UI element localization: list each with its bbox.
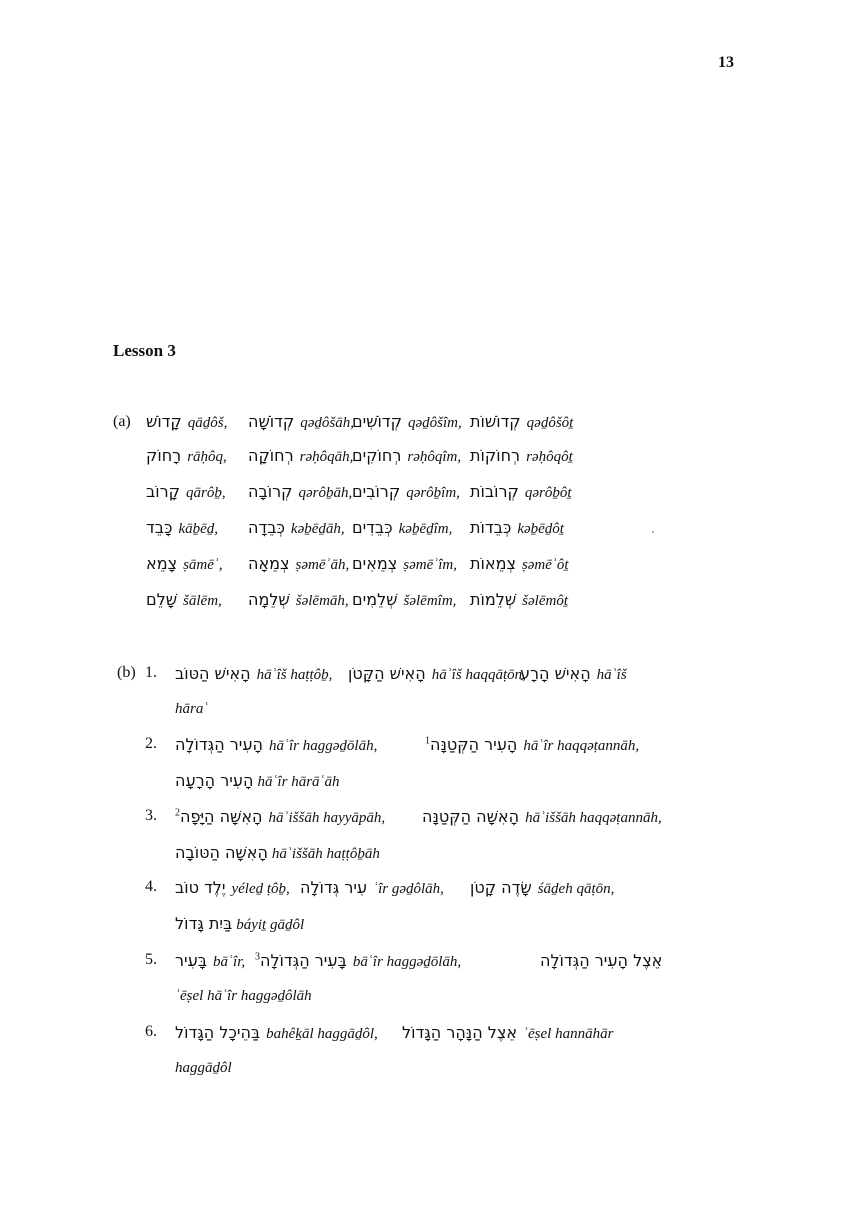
transliteration: rəḥôqôṯ: [526, 449, 573, 465]
hebrew-phrase: בַּהֵיכָל הַגָּדוֹל: [175, 1023, 261, 1042]
phrase-pair: [255, 951, 461, 971]
transliteration: hāʿîr hārāʿāh: [257, 774, 340, 790]
transliteration: hāʾiššāh hayyāpāh,: [268, 810, 386, 826]
hebrew-word: קְרוֹבִים: [352, 482, 401, 501]
item-number: 5.: [145, 951, 157, 968]
hebrew-word: שְׁלֵמִים: [352, 590, 398, 609]
phrase-pair: [175, 1023, 378, 1043]
continuation-pair: [175, 700, 208, 718]
word-pair: [470, 412, 573, 432]
word-pair: [352, 554, 457, 574]
transliteration: šəlēmāh,: [295, 593, 349, 609]
transliteration: kəḇēḏîm,: [398, 521, 453, 537]
item-number: 4.: [145, 878, 157, 895]
transliteration: ṣəmēʾôṯ: [521, 557, 569, 573]
hebrew-phrase: הָאִשָּׁה הַיָּפָה: [180, 807, 263, 826]
word-pair: [146, 446, 227, 466]
transliteration: yéleḏ ṭôḇ,: [231, 881, 290, 897]
transliteration: kəḇēḏôṯ: [517, 521, 564, 537]
transliteration: hāraʿ: [175, 701, 209, 717]
continuation-pair: [175, 987, 312, 1005]
transliteration: ṣəmēʾāh,: [295, 557, 350, 573]
word-pair: [352, 518, 452, 538]
hebrew-word: כָּבֵד: [146, 518, 173, 537]
word-pair: [146, 554, 223, 574]
footnote-marker: 2: [175, 807, 180, 819]
word-pair: [146, 518, 218, 538]
hebrew-word: קָדוֹשׁ: [146, 412, 182, 431]
hebrew-word: קְרוֹבוֹת: [470, 482, 519, 501]
footnote-marker: 1: [425, 735, 430, 747]
transliteration: qəḏôšāh,: [300, 415, 354, 431]
continuation-pair: [175, 771, 340, 791]
hebrew-word: קְרוֹבָה: [248, 482, 293, 501]
transliteration: qəḏôšîm,: [407, 415, 462, 431]
phrase-pair: [520, 664, 627, 684]
transliteration: qəḏôšôṯ: [526, 415, 574, 431]
phrase-pair: [422, 807, 662, 827]
hebrew-word: רְחוֹקוֹת: [470, 446, 521, 465]
transliteration: śāḏeh qāṭōn,: [537, 881, 615, 897]
item-number: 3.: [145, 807, 157, 824]
hebrew-phrase: בָּעִיר: [175, 951, 208, 970]
hebrew-word: שָׁלֵם: [146, 590, 178, 609]
word-pair: [470, 554, 569, 574]
footnote-marker: 3: [255, 951, 260, 963]
hebrew-word: צְמֵאָה: [248, 554, 290, 573]
hebrew-word: שְׁלֵמָה: [248, 590, 290, 609]
transliteration: bahêḵāl haggāḏôl,: [266, 1026, 378, 1042]
transliteration: šālēm,: [183, 593, 222, 609]
transliteration: hāʾiššāh haṭṭôḇāh: [271, 846, 380, 862]
hebrew-phrase: הָאִישׁ הַטּוֹב: [175, 664, 251, 683]
scan-speck: [652, 531, 654, 533]
transliteration: hāʾîš haṭṭôḇ,: [256, 667, 333, 683]
transliteration: hāʿîr haqqəṭannāh,: [523, 738, 640, 754]
word-pair: [470, 518, 564, 538]
hebrew-word: רְחוֹקִים: [352, 446, 402, 465]
phrase-pair: [402, 1023, 613, 1043]
hebrew-word: צְמֵאוֹת: [470, 554, 516, 573]
item-number: 2.: [145, 735, 157, 752]
phrase-pair: [175, 735, 377, 755]
phrase-pair: [175, 951, 245, 971]
section-a-label: (a): [113, 413, 131, 430]
item-number: 1.: [145, 664, 157, 681]
word-pair: [352, 412, 462, 432]
word-pair: [248, 554, 349, 574]
word-pair: [470, 446, 573, 466]
transliteration: šəlēmôṯ: [522, 593, 568, 609]
hebrew-phrase: הָעִיר הַקְּטַנָּה: [430, 735, 518, 754]
transliteration: ṣāmēʾ,: [183, 557, 223, 573]
lesson-title: Lesson 3: [113, 341, 176, 360]
transliteration: šəlēmîm,: [403, 593, 457, 609]
transliteration: hāʾiššāh haqqəṭannāh,: [525, 810, 662, 826]
word-pair: [248, 412, 354, 432]
hebrew-word: כְּבֵדִים: [352, 518, 393, 537]
transliteration: bāʿîr,: [213, 954, 246, 970]
transliteration: qārôḇ,: [186, 485, 226, 501]
word-pair: [146, 412, 227, 432]
hebrew-phrase: בַּיִת גָּדוֹל: [175, 914, 233, 933]
transliteration: qərôḇîm,: [406, 485, 460, 501]
word-pair: [470, 590, 568, 610]
transliteration: ʿîr gəḏôlāh,: [373, 881, 444, 897]
transliteration: rəḥôqîm,: [407, 449, 462, 465]
phrase-pair: [470, 878, 614, 898]
hebrew-word: קְדוֹשָׁה: [248, 412, 295, 431]
word-pair: [248, 446, 353, 466]
hebrew-phrase: הָאִישׁ הָרָע: [520, 664, 591, 683]
word-pair: [146, 482, 226, 502]
transliteration: hāʿîr haggəḏōlāh,: [269, 738, 378, 754]
hebrew-phrase: אֵצֶל הָעִיר הַגְּדוֹלָה: [540, 951, 663, 970]
word-pair: [248, 482, 352, 502]
hebrew-phrase: יֶלֶד טוֹב: [175, 878, 226, 897]
phrase-pair: [348, 664, 526, 684]
hebrew-phrase: הָאִשָּׁה הַטּוֹבָה: [175, 843, 268, 862]
hebrew-word: רְחוֹקָה: [248, 446, 294, 465]
hebrew-phrase: אֵצֶל הַנָּהָר הַגָּדוֹל: [402, 1023, 518, 1042]
hebrew-word: צָמֵא: [146, 554, 178, 573]
hebrew-phrase: בָּעִיר הַגְּדוֹלָה: [260, 951, 347, 970]
phrase-pair: [175, 664, 332, 684]
hebrew-phrase: שָׂדֶה קָטֹן: [470, 878, 532, 897]
transliteration: rəḥôqāh,: [299, 449, 354, 465]
word-pair: [470, 482, 572, 502]
transliteration: qərôḇôṯ: [524, 485, 572, 501]
continuation-pair: [175, 914, 304, 934]
hebrew-word: קְדוֹשׁוֹת: [470, 412, 521, 431]
phrase-pair: [175, 878, 290, 898]
hebrew-word: כְּבֵדָה: [248, 518, 285, 537]
transliteration: qərôḇāh,: [298, 485, 353, 501]
transliteration: bāʿîr haggəḏōlāh,: [352, 954, 462, 970]
hebrew-phrase: עִיר גְּדוֹלָה: [300, 878, 368, 897]
transliteration: hāʾîš haqqāṭōn,: [431, 667, 526, 683]
hebrew-word: שְׁלֵמוֹת: [470, 590, 517, 609]
transliteration: kāḇēḏ,: [178, 521, 219, 537]
word-pair: [352, 590, 456, 610]
transliteration: kəḇēḏāh,: [290, 521, 345, 537]
transliteration: ʾēṣel hannāhār: [523, 1026, 614, 1042]
hebrew-word: קְדוֹשִׁים: [352, 412, 402, 431]
transliteration: qāḏôš,: [187, 415, 228, 431]
continuation-pair: [175, 1059, 232, 1077]
word-pair: [352, 446, 461, 466]
transliteration: hāʾîš: [596, 667, 627, 683]
hebrew-word: רָחוֹק: [146, 446, 182, 465]
hebrew-phrase: הָעִיר הָרָעָה: [175, 771, 254, 790]
phrase-pair: [425, 735, 639, 755]
phrase-pair: [540, 951, 668, 971]
transliteration: báyiṯ gāḏôl: [236, 917, 305, 933]
hebrew-phrase: הָאִשָּׁה הַקְּטַנָּה: [422, 807, 520, 826]
continuation-pair: [175, 843, 380, 863]
transliteration: rāḥôq,: [187, 449, 227, 465]
section-b-label: (b): [117, 664, 136, 681]
page-number: 13: [718, 54, 734, 71]
hebrew-phrase: הָאִישׁ הַקָּטֹן: [348, 664, 426, 683]
hebrew-word: צְמֵאִים: [352, 554, 398, 573]
word-pair: [352, 482, 460, 502]
word-pair: [146, 590, 222, 610]
item-number: 6.: [145, 1023, 157, 1040]
word-pair: [248, 518, 345, 538]
transliteration: haggāḏôl: [175, 1060, 232, 1076]
hebrew-word: כְּבֵדוֹת: [470, 518, 512, 537]
phrase-pair: [175, 807, 385, 827]
transliteration: ʾēṣel hāʿîr haggəḏôlāh: [175, 988, 312, 1004]
transliteration: ṣəmēʾîm,: [403, 557, 457, 573]
hebrew-phrase: הָעִיר הַגְּדוֹלָה: [175, 735, 264, 754]
hebrew-word: קָרוֹב: [146, 482, 180, 501]
phrase-pair: [300, 878, 444, 898]
word-pair: [248, 590, 349, 610]
